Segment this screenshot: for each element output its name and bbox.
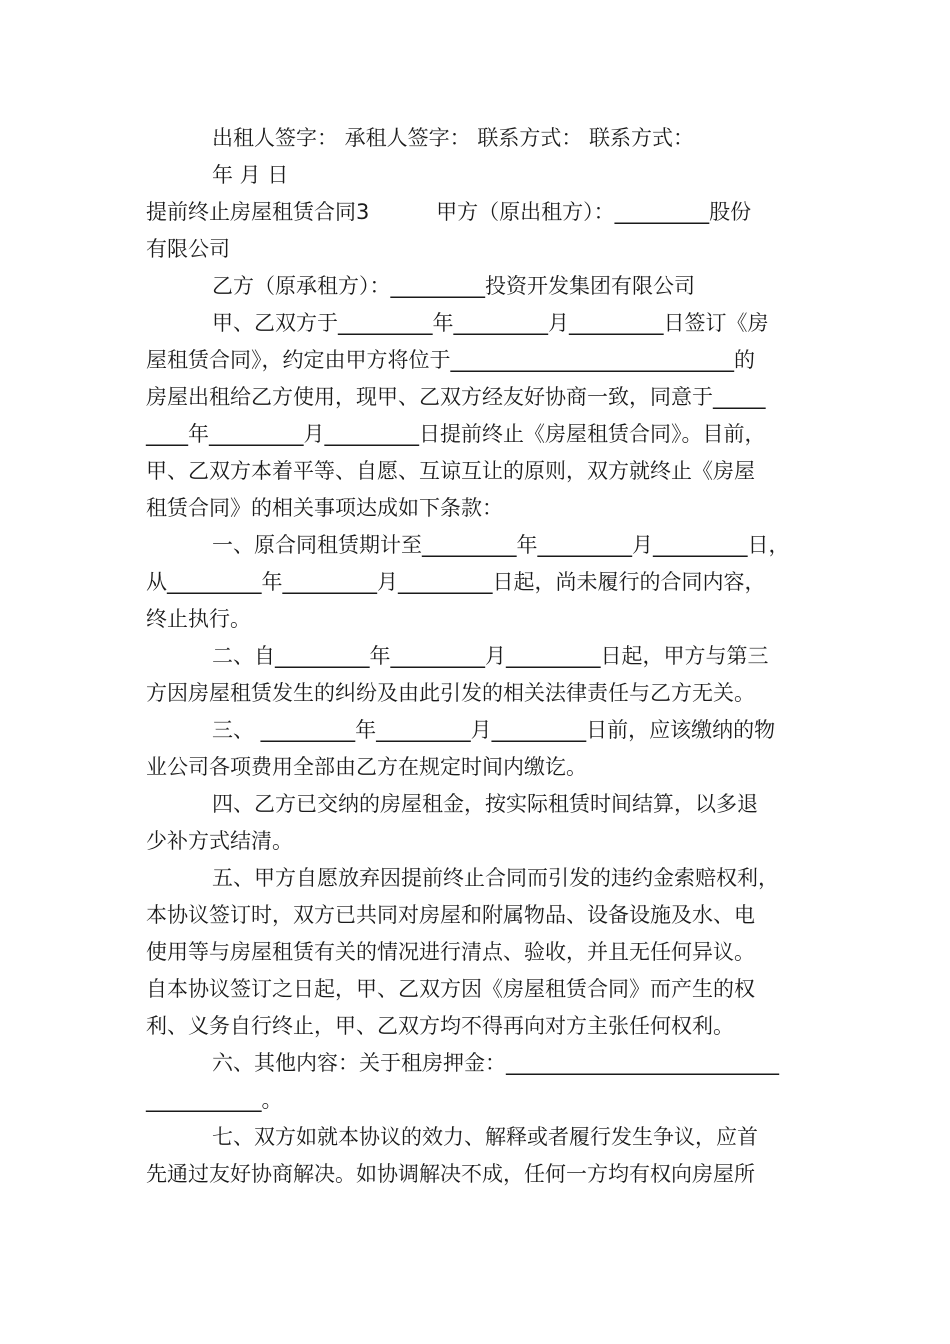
clause-7-line-2: 先通过友好协商解决。如协调解决不成，任何一方均有权向房屋所 xyxy=(146,1162,755,1186)
clause-3-line-1: 三、 _________年_________月_________日前，应该缴纳的物 xyxy=(212,718,776,742)
clause-5-line-3: 使用等与房屋租赁有关的情况进行清点、验收，并且无任何异议。 xyxy=(146,940,755,964)
clause-4-line-2: 少补方式结清。 xyxy=(146,829,293,853)
clause-5-line-2: 本协议签订时，双方已共同对房屋和附属物品、设备设施及水、电 xyxy=(146,903,755,927)
clause-5-line-4: 自本协议签订之日起，甲、乙双方因《房屋租赁合同》而产生的权 xyxy=(146,977,755,1001)
preamble-line-6: 租赁合同》的相关事项达成如下条款： xyxy=(146,496,503,520)
clause-1-line-1: 一、原合同租赁期计至_________年_________月_________日， xyxy=(212,533,790,557)
signature-line: 出租人签字： 承租人签字： 联系方式： 联系方式： xyxy=(212,126,695,150)
clause-2-line-2: 方因房屋租赁发生的纠纷及由此引发的相关法律责任与乙方无关。 xyxy=(146,681,755,705)
preamble-line-4: ____年_________月_________日提前终止《房屋租赁合同》。目前， xyxy=(146,422,766,446)
clause-2-line-1: 二、自_________年_________月_________日起，甲方与第三 xyxy=(212,644,769,668)
clause-7-line-1: 七、双方如就本协议的效力、解释或者履行发生争议，应首 xyxy=(212,1125,758,1149)
date-line: 年 月 日 xyxy=(212,163,289,187)
contract-title-line: 提前终止房屋租赁合同3 甲方（原出租方）：_________股份 xyxy=(146,200,752,224)
preamble-line-3: 房屋出租给乙方使用，现甲、乙双方经友好协商一致，同意于_____ xyxy=(146,385,766,409)
clause-1-line-2: 从_________年_________月_________日起，尚未履行的合同内容， xyxy=(146,570,766,594)
clause-5-line-1: 五、甲方自愿放弃因提前终止合同而引发的违约金索赔权利， xyxy=(212,866,779,890)
clause-3-line-2: 业公司各项费用全部由乙方在规定时间内缴讫。 xyxy=(146,755,587,779)
party-a-continued: 有限公司 xyxy=(146,237,230,261)
clause-5-line-5: 利、义务自行终止，甲、乙双方均不得再向对方主张任何权利。 xyxy=(146,1014,734,1038)
clause-4-line-1: 四、乙方已交纳的房屋租金，按实际租赁时间结算，以多退 xyxy=(212,792,758,816)
preamble-line-1: 甲、乙双方于_________年_________月_________日签订《房 xyxy=(212,311,769,335)
clause-1-line-3: 终止执行。 xyxy=(146,607,251,631)
party-b-line: 乙方（原承租方）：_________投资开发集团有限公司 xyxy=(212,274,695,298)
preamble-line-5: 甲、乙双方本着平等、自愿、互谅互让的原则，双方就终止《房屋 xyxy=(146,459,755,483)
preamble-line-2: 屋租赁合同》，约定由甲方将位于___________________________的 xyxy=(146,348,755,372)
clause-6-line-2: ___________。 xyxy=(146,1088,283,1112)
clause-6-line-1: 六、其他内容：关于租房押金：__________________________ xyxy=(212,1051,779,1075)
